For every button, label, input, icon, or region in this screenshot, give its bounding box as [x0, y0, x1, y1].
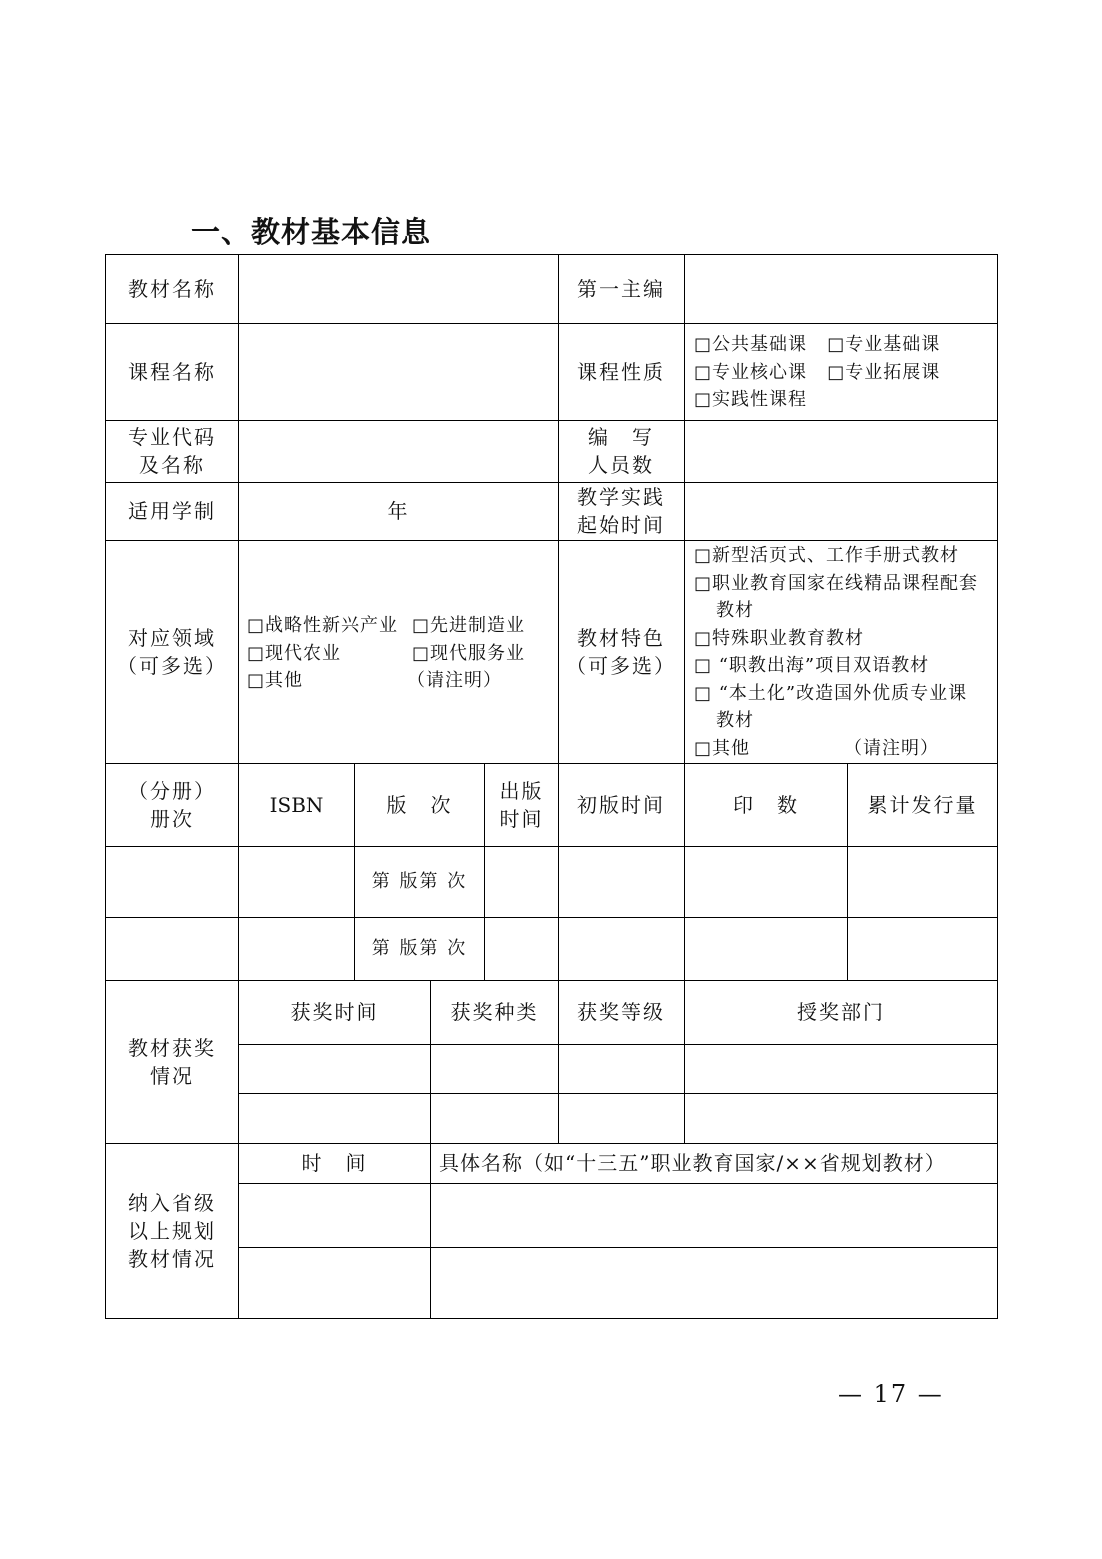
major-code-label-line2: 及名称 [139, 453, 205, 477]
writers-count-label [558, 420, 684, 482]
major-code-label [106, 420, 238, 482]
option-practical[interactable]: □实践性课程 [694, 389, 808, 410]
pub-time-header [485, 763, 558, 846]
feature-options [694, 542, 994, 762]
award-row-2-level[interactable] [558, 1094, 684, 1143]
award-row-1-time[interactable] [239, 1045, 430, 1093]
edition-row-1-isbn[interactable] [239, 846, 354, 917]
field-label-line1: 对应领域 [128, 625, 216, 650]
planning-label-line3: 教材情况 [128, 1246, 216, 1271]
planning-label-line2: 以上规划 [128, 1218, 216, 1243]
option-loose-leaf[interactable]: □新型活页式、工作手册式教材 [694, 545, 960, 566]
pub-time-header-line2: 时间 [499, 806, 544, 831]
course-nature-label: 课程性质 [577, 359, 665, 384]
awards-label [106, 980, 238, 1143]
option-strategic-emerging[interactable]: □战略性新兴产业 [247, 615, 399, 636]
award-row-2-time[interactable] [239, 1094, 430, 1143]
edition-row-1-circulation[interactable] [848, 846, 997, 917]
award-type-header: 获奖种类 [450, 1000, 539, 1024]
planning-time-header: 时 间 [301, 1151, 368, 1175]
school-system-unit: 年 [387, 499, 410, 523]
option-localized-cont: 教材 [716, 710, 754, 731]
school-system-label: 适用学制 [128, 499, 216, 523]
award-row-2-department[interactable] [685, 1094, 997, 1143]
edition-row-1-pubtime[interactable] [485, 846, 558, 917]
volume-header-line2: 册次 [150, 806, 194, 831]
field-label [106, 540, 238, 763]
practice-start-label [558, 482, 684, 540]
major-code-field[interactable] [239, 420, 558, 482]
chief-editor-label: 第一主编 [577, 277, 665, 301]
edition-row-2-volume[interactable] [106, 917, 238, 980]
edition-row-1-first-time[interactable] [558, 846, 684, 917]
volume-header-line1: （分册） [128, 778, 216, 803]
edition-row-1-printing[interactable] [685, 846, 847, 917]
award-row-2-type[interactable] [431, 1094, 558, 1143]
option-other-field[interactable]: □其他 [247, 670, 304, 691]
edition-row-2-circulation[interactable] [848, 917, 997, 980]
field-label-line2: （可多选） [117, 653, 227, 678]
pub-time-header-line1: 出版 [499, 778, 544, 803]
school-system-field[interactable] [239, 482, 558, 540]
feature-label-line1: 教材特色 [577, 625, 665, 650]
isbn-header: ISBN [269, 792, 324, 817]
textbook-info-form [105, 254, 998, 1319]
planning-name-header: 具体名称（如“十三五”职业教育国家/××省规划教材） [439, 1151, 946, 1175]
circulation-header: 累计发行量 [867, 792, 978, 817]
planning-row-2-time[interactable] [239, 1248, 430, 1318]
planning-row-1-name[interactable] [431, 1184, 997, 1247]
award-time-header: 获奖时间 [290, 1000, 379, 1024]
award-level-header: 获奖等级 [577, 1000, 665, 1024]
section-title: 一、教材基本信息 [191, 215, 432, 249]
printing-header: 印 数 [733, 792, 799, 817]
field-options [247, 612, 552, 695]
page-number: — 17 — [838, 1380, 944, 1408]
awards-label-line1: 教材获奖 [128, 1035, 216, 1060]
writers-count-label-line2: 人员数 [588, 453, 654, 477]
option-localized[interactable]: □ “本土化”改造国外优质专业课 [694, 682, 968, 704]
option-professional-extension[interactable]: □专业拓展课 [827, 361, 941, 383]
award-row-1-level[interactable] [558, 1045, 684, 1093]
option-modern-agriculture[interactable]: □现代农业 [247, 642, 342, 664]
feature-specify-note: （请注明） [844, 737, 939, 759]
edition-row-2-printing[interactable] [685, 917, 847, 980]
specify-note: （请注明） [407, 670, 502, 691]
option-online-course-supporting[interactable]: □职业教育国家在线精品课程配套 [694, 572, 979, 594]
option-professional-core[interactable]: □专业核心课 [694, 361, 808, 383]
award-department-header: 授奖部门 [797, 1000, 885, 1024]
practice-start-field[interactable] [685, 482, 997, 540]
first-edition-time-header: 初版时间 [577, 792, 665, 817]
edition-header: 版 次 [386, 792, 453, 817]
edition-row-2-pubtime[interactable] [485, 917, 558, 980]
award-row-1-type[interactable] [431, 1045, 558, 1093]
awards-label-line2: 情况 [150, 1063, 194, 1088]
option-special-education[interactable]: □特殊职业教育教材 [694, 627, 865, 649]
feature-label [558, 540, 684, 763]
option-online-course-supporting-cont: 教材 [716, 600, 754, 621]
course-name-label: 课程名称 [128, 359, 216, 384]
practice-start-label-line2: 起始时间 [577, 513, 665, 537]
textbook-name-field[interactable] [239, 255, 558, 323]
course-nature-options [694, 331, 994, 414]
writers-count-label-line1: 编 写 [588, 425, 654, 449]
planning-row-2-name[interactable] [431, 1248, 997, 1318]
option-modern-service[interactable]: □现代服务业 [412, 642, 526, 664]
major-code-label-line1: 专业代码 [128, 425, 216, 449]
edition-row-1-edition[interactable]: 第 版第 次 [371, 870, 468, 892]
volume-header [106, 763, 238, 846]
chief-editor-field[interactable] [685, 255, 997, 323]
textbook-name-label: 教材名称 [128, 277, 216, 301]
option-bilingual[interactable]: □ “职教出海”项目双语教材 [694, 655, 930, 676]
option-other-feature[interactable]: □其他 [694, 737, 751, 759]
edition-row-2-edition[interactable]: 第 版第 次 [371, 937, 468, 959]
practice-start-label-line1: 教学实践 [577, 485, 665, 509]
planning-label-line1: 纳入省级 [128, 1190, 216, 1215]
edition-row-1-volume[interactable] [106, 846, 238, 917]
feature-label-line2: （可多选） [566, 653, 676, 678]
writers-count-field[interactable] [685, 420, 997, 482]
award-row-1-department[interactable] [685, 1045, 997, 1093]
planning-label [106, 1143, 238, 1318]
option-public-basic[interactable]: □公共基础课 [694, 334, 808, 355]
edition-row-2-first-time[interactable] [558, 917, 684, 980]
option-professional-basic[interactable]: □专业基础课 [827, 334, 941, 355]
course-name-field[interactable] [239, 323, 558, 420]
option-advanced-manufacturing[interactable]: □先进制造业 [412, 615, 526, 636]
edition-row-2-isbn[interactable] [239, 917, 354, 980]
planning-row-1-time[interactable] [239, 1184, 430, 1247]
